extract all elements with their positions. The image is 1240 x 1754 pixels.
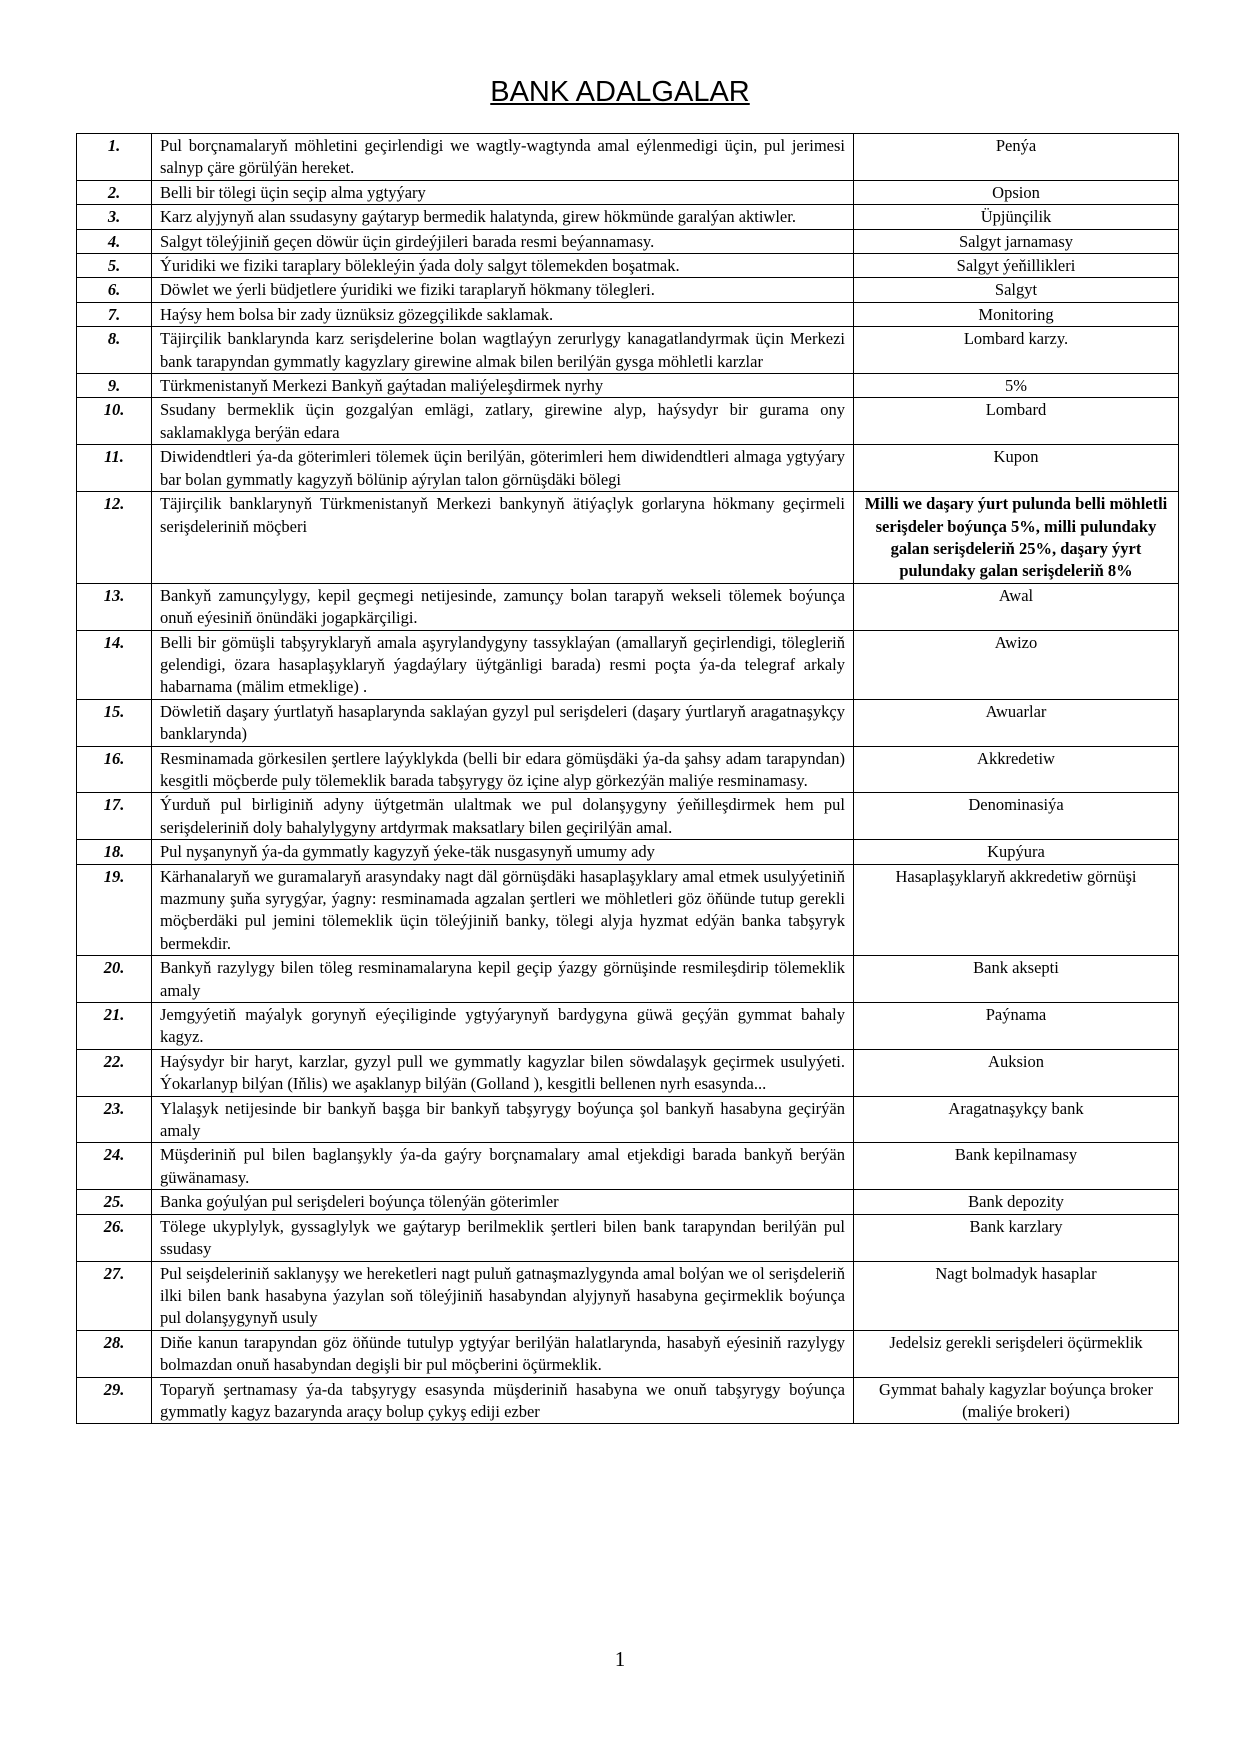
- row-definition: Täjirçilik banklarynyň Türkmenistanyň Merkezi bankynyň ätiýaçlyk gorlaryna hökmany geçirmeli serişdeleriniň möçberi: [152, 492, 854, 584]
- row-definition: Toparyň şertnamasy ýa-da tabşyrygy esasynda müşderiniň hasabyna we onuň tabşyrygy boýunça gymmatly kagyz bazarynda araçy bolup çykyş ediji ezber: [152, 1377, 854, 1424]
- row-definition: Ssudany bermeklik üçin gozgalýan emlägi, zatlary, girewine alyp, haýsydyr bir gurama ony saklamaklyga berýän edara: [152, 398, 854, 445]
- row-number: 3.: [77, 205, 152, 229]
- row-number: 22.: [77, 1049, 152, 1096]
- row-definition: Pul borçnamalaryň möhletini geçirlendigi we wagtly-wagtynda amal eýlenmedigi üçin, pul jerimesi salnyp çäre görülýän hereket.: [152, 134, 854, 181]
- table-row: [77, 254, 1179, 278]
- table-row: [77, 1049, 1179, 1096]
- row-term: Bank depozity: [854, 1190, 1179, 1214]
- row-number: 4.: [77, 229, 152, 253]
- table-row: [77, 374, 1179, 398]
- row-term: Salgyt ýeňillikleri: [854, 254, 1179, 278]
- row-number: 17.: [77, 793, 152, 840]
- row-term: Bank aksepti: [854, 956, 1179, 1003]
- row-number: 29.: [77, 1377, 152, 1424]
- row-definition: Jemgyýetiň maýalyk gorynyň eýeçiliginde ygtyýarynyň bardygyna güwä geçýän gymmat bahaly kagyz.: [152, 1003, 854, 1050]
- row-definition: Bankyň razylygy bilen töleg resminamalaryna kepil geçip ýazgy görnüşinde resmileşdirip tölemeklik amaly: [152, 956, 854, 1003]
- row-number: 8.: [77, 327, 152, 374]
- row-term: Opsion: [854, 180, 1179, 204]
- row-term: Lombard karzy.: [854, 327, 1179, 374]
- table-row: [77, 1330, 1179, 1377]
- table-row: [77, 229, 1179, 253]
- row-term: Nagt bolmadyk hasaplar: [854, 1261, 1179, 1330]
- row-definition: Salgyt töleýjiniň geçen döwür üçin girdeýjileri barada resmi beýannamasy.: [152, 229, 854, 253]
- row-number: 11.: [77, 445, 152, 492]
- table-row: [77, 398, 1179, 445]
- row-definition: Döwlet we ýerli büdjetlere ýuridiki we fiziki taraplaryň hökmany tölegleri.: [152, 278, 854, 302]
- row-term: Lombard: [854, 398, 1179, 445]
- row-term: Bank kepilnamasy: [854, 1143, 1179, 1190]
- row-number: 6.: [77, 278, 152, 302]
- row-definition: Diňe kanun tarapyndan göz öňünde tutulyp ygtyýar berilýän halatlarynda, hasabyň eýesiniň razylygy bolmazdan onuň hasabyndan degişli bir pul möçberini öçürmeklik.: [152, 1330, 854, 1377]
- row-number: 21.: [77, 1003, 152, 1050]
- row-term: Jedelsiz gerekli serişdeleri öçürmeklik: [854, 1330, 1179, 1377]
- row-term: Salgyt jarnamasy: [854, 229, 1179, 253]
- glossary-table: [76, 133, 1179, 1424]
- row-definition: Kärhanalaryň we guramalaryň arasyndaky nagt däl görnüşdäki hasaplaşyklary amal etmek usulyýetiniň mazmuny şuňa syrygýar, ýagny: resminamada agzalan şertleri we möhletleri göz öňünde tutup gerekli möçberdäki pul jemini tölemeklik üçin töleýjiniň banky, tölegi alyja hyzmat edýän banka tabşyryk bermekdir.: [152, 864, 854, 956]
- row-number: 15.: [77, 699, 152, 746]
- row-number: 10.: [77, 398, 152, 445]
- table-row: [77, 864, 1179, 956]
- row-number: 28.: [77, 1330, 152, 1377]
- row-definition: Haýsy hem bolsa bir zady üznüksiz gözegçilikde saklamak.: [152, 302, 854, 326]
- row-number: 13.: [77, 583, 152, 630]
- row-definition: Täjirçilik banklarynda karz serişdelerine bolan wagtlaýyn zerurlygy kanagatlandyrmak üçin Merkezi bank tarapyndan gymmatly kagyzlary girewine almak bilen berilýän gysga möhletli karzlar: [152, 327, 854, 374]
- table-row: [77, 840, 1179, 864]
- row-number: 7.: [77, 302, 152, 326]
- row-term: Denominasiýa: [854, 793, 1179, 840]
- row-term: Aragatnaşykçy bank: [854, 1096, 1179, 1143]
- row-number: 18.: [77, 840, 152, 864]
- row-definition: Haýsydyr bir haryt, karzlar, gyzyl pull we gymmatly kagyzlar bilen söwdalaşyk geçirmek usulyýeti. Ýokarlanyp bilýan (Iňlis) we aşaklanyp bilýän (Golland ), kesgitli bellenen nyrh esasynda...: [152, 1049, 854, 1096]
- page-number: 1: [614, 1647, 626, 1671]
- row-number: 20.: [77, 956, 152, 1003]
- row-definition: Müşderiniň pul bilen baglanşykly ýa-da gaýry borçnamalary amal etjekdigi barada bankyň berýän güwänamasy.: [152, 1143, 854, 1190]
- row-term: Awizo: [854, 630, 1179, 699]
- row-term: Penýa: [854, 134, 1179, 181]
- row-number: 2.: [77, 180, 152, 204]
- table-row: [77, 583, 1179, 630]
- table-row: [77, 1214, 1179, 1261]
- row-term: Monitoring: [854, 302, 1179, 326]
- table-row: [77, 1143, 1179, 1190]
- row-term: Auksion: [854, 1049, 1179, 1096]
- table-row: [77, 1261, 1179, 1330]
- row-number: 25.: [77, 1190, 152, 1214]
- row-term: Paýnama: [854, 1003, 1179, 1050]
- row-number: 5.: [77, 254, 152, 278]
- table-row: [77, 699, 1179, 746]
- row-number: 26.: [77, 1214, 152, 1261]
- row-number: 9.: [77, 374, 152, 398]
- row-number: 12.: [77, 492, 152, 584]
- row-term: Milli we daşary ýurt pulunda belli möhletli serişdeler boýunça 5%, milli pulundaky galan serişdeleriň 25%, daşary ýyrt pulundaky galan serişdeleriň 8%: [854, 492, 1179, 584]
- row-definition: Ýurduň pul birliginiň adyny üýtgetmän ulaltmak we pul dolanşygyny ýeňilleşdirmek hem pul serişdeleriniň doly bahalylygyny artdyrmak maksatlary bilen geçirilýän amal.: [152, 793, 854, 840]
- row-term: Awal: [854, 583, 1179, 630]
- row-number: 19.: [77, 864, 152, 956]
- row-term: 5%: [854, 374, 1179, 398]
- table-row: [77, 205, 1179, 229]
- table-row: [77, 1190, 1179, 1214]
- row-definition: Banka goýulýan pul serişdeleri boýunça tölenýän göterimler: [152, 1190, 854, 1214]
- table-row: [77, 1096, 1179, 1143]
- row-definition: Pul seişdeleriniň saklanyşy we hereketleri nagt puluň gatnaşmazlygynda amal bolýan we ol serişdeleriň ilki bilen bank hasabyna ýazylan soň töleýjiniň hasabyndan alyjynyň hasabyna geçirmeklik boýunça pul dolanşygynyň usuly: [152, 1261, 854, 1330]
- glossary-table-body: [77, 134, 1179, 1424]
- table-row: [77, 746, 1179, 793]
- table-row: [77, 327, 1179, 374]
- row-definition: Diwidendtleri ýa-da göterimleri tölemek üçin berilýän, göterimleri hem diwidendtleri almaga ygtyýary bar bolan gymmatly kagyzyň bölünip aýrylan talon görnüşdäki bölegi: [152, 445, 854, 492]
- row-definition: Belli bir tölegi üçin seçip alma ygtyýary: [152, 180, 854, 204]
- row-definition: Tölege ukyplylyk, gyssaglylyk we gaýtaryp berilmeklik şertleri bilen bank tarapyndan berilýän pul ssudasy: [152, 1214, 854, 1261]
- row-term: Kupýura: [854, 840, 1179, 864]
- table-row: [77, 278, 1179, 302]
- table-row: [77, 630, 1179, 699]
- row-definition: Döwletiň daşary ýurtlatyň hasaplarynda saklaýan gyzyl pul serişdeleri (daşary ýurtlaryň aragatnaşykçy banklarynda): [152, 699, 854, 746]
- row-definition: Bankyň zamunçylygy, kepil geçmegi netijesinde, zamunçy bolan tarapyň wekseli tölemek boýunça onuň eýesiniň önündäki jogapkärçiligi.: [152, 583, 854, 630]
- row-term: Gymmat bahaly kagyzlar boýunça broker (maliýe brokeri): [854, 1377, 1179, 1424]
- row-term: Üpjünçilik: [854, 205, 1179, 229]
- table-row: [77, 793, 1179, 840]
- row-number: 24.: [77, 1143, 152, 1190]
- page-title: BANK ADALGALAR: [490, 76, 750, 108]
- table-row: [77, 956, 1179, 1003]
- table-row: [77, 1377, 1179, 1424]
- row-definition: Belli bir gömüşli tabşyryklaryň amala aşyrylandygyny tassyklaýan (amallaryň geçirlendigi, tölegleriň gelendigi, özara hasaplaşyklaryň ýagdaýlary üýtgänligi barada) resmi poçta ýa-da telegraf arkaly habarnama (mälim etmeklige) .: [152, 630, 854, 699]
- row-term: Salgyt: [854, 278, 1179, 302]
- row-term: Bank karzlary: [854, 1214, 1179, 1261]
- row-definition: Resminamada görkesilen şertlere laýyklykda (belli bir edara gömüşdäki ýa-da şahsy adam tarapyndan) kesgitli möçberde puly tölemeklik barada tabşyrygy öz içine alyp görkezýän maliýe resminamasy.: [152, 746, 854, 793]
- table-row: [77, 492, 1179, 584]
- row-term: Akkredetiw: [854, 746, 1179, 793]
- row-term: Kupon: [854, 445, 1179, 492]
- row-term: Hasaplaşyklaryň akkredetiw görnüşi: [854, 864, 1179, 956]
- row-number: 1.: [77, 134, 152, 181]
- row-term: Awuarlar: [854, 699, 1179, 746]
- row-number: 14.: [77, 630, 152, 699]
- table-row: [77, 180, 1179, 204]
- table-row: [77, 134, 1179, 181]
- row-number: 16.: [77, 746, 152, 793]
- row-definition: Ylalaşyk netijesinde bir bankyň başga bir bankyň tabşyrygy boýunça şol bankyň hasabyna geçirýän amaly: [152, 1096, 854, 1143]
- row-number: 23.: [77, 1096, 152, 1143]
- row-number: 27.: [77, 1261, 152, 1330]
- row-definition: Pul nyşanynyň ýa-da gymmatly kagyzyň ýeke-täk nusgasynyň umumy ady: [152, 840, 854, 864]
- row-definition: Ýuridiki we fiziki taraplary bölekleýin ýada doly salgyt tölemekden boşatmak.: [152, 254, 854, 278]
- table-row: [77, 302, 1179, 326]
- row-definition: Türkmenistanyň Merkezi Bankyň gaýtadan maliýeleşdirmek nyrhy: [152, 374, 854, 398]
- table-row: [77, 445, 1179, 492]
- table-row: [77, 1003, 1179, 1050]
- row-definition: Karz alyjynyň alan ssudasyny gaýtaryp bermedik halatynda, girew hökmünde garalýan aktiwler.: [152, 205, 854, 229]
